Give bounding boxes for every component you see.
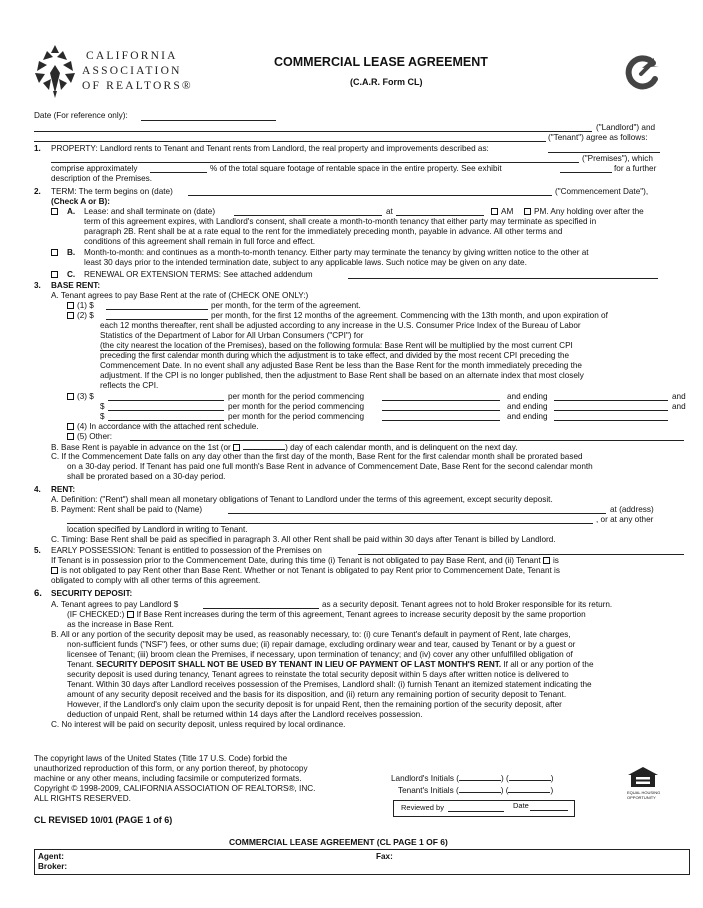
rent-option-5[interactable]: (5) Other: bbox=[67, 432, 112, 442]
early-possession-1: EARLY POSSESSION: Tenant is entitled to possession of the Premises on bbox=[51, 546, 322, 555]
option-b-letter: B. bbox=[67, 248, 76, 257]
landlord-suffix: ("Landlord") and bbox=[596, 123, 656, 132]
rent-option-3[interactable]: (3) $ bbox=[67, 392, 94, 402]
section-2-number: 2. bbox=[34, 187, 41, 196]
org-name-line2: ASSOCIATION bbox=[82, 65, 182, 77]
base-rent-c-2: on a 30-day period. If Tenant has paid one full month's Base Rent in advance of Commencement Date, Base Rent for the second calendar month bbox=[67, 462, 593, 471]
agent-label: Agent: bbox=[38, 852, 64, 861]
base-rent-a: A. Tenant agrees to pay Base Rent at the rate of (CHECK ONE ONLY:) bbox=[51, 291, 309, 300]
deposit-b-3: licensee of Tenant; (iii) broom clean the Premises, if necessary, upon termination of tenancy; and (iv) cover any other unfulfilled obligation of bbox=[67, 650, 573, 659]
rent-2-line7: adjustment. If the CPI is no longer published, then the adjustment to Base Rent shall be based on an alternate index that most closely bbox=[100, 371, 584, 380]
date-label: Date (For reference only): bbox=[34, 111, 128, 120]
section-6-number: 6. bbox=[34, 588, 42, 599]
checkbox-tenant-not-obligated[interactable] bbox=[51, 567, 58, 574]
tenant-initials: Tenant's Initials ( ) ( ) bbox=[398, 786, 554, 795]
deposit-amount-field[interactable] bbox=[203, 608, 319, 609]
security-deposit-heading: SECURITY DEPOSIT: bbox=[51, 589, 133, 598]
fax-label: Fax: bbox=[376, 852, 393, 861]
landlord-initial-2[interactable] bbox=[509, 773, 551, 781]
rent-3-amount-1[interactable] bbox=[108, 400, 224, 401]
landlord-field[interactable] bbox=[34, 131, 592, 132]
early-possession-2: If Tenant is in possession prior to the Commencement Date, during this time (i) Tenant is not obligated to pay Base Rent, and (ii) Tenant is bbox=[51, 556, 559, 565]
reviewed-by-field[interactable] bbox=[448, 811, 504, 812]
section-4-number: 4. bbox=[34, 485, 41, 494]
tenant-initial-2[interactable] bbox=[508, 785, 550, 793]
checkbox-lease[interactable] bbox=[51, 208, 58, 215]
rent-2-line2: each 12 months thereafter, rent shall be adjusted according to any increase in the U.S. Consumer Price Index of the Bureau of Labor bbox=[100, 321, 581, 330]
rent-2-line4: (the city nearest the location of the Premises), based on the following formula: Base Rent will be multiplied by the most current CPI bbox=[100, 341, 573, 350]
renewal-text: RENEWAL OR EXTENSION TERMS: See attached addendum bbox=[84, 270, 313, 279]
org-name-line3: OF REALTORS® bbox=[82, 80, 193, 92]
reviewed-date-field[interactable] bbox=[530, 810, 568, 811]
tenant-field[interactable] bbox=[34, 141, 546, 142]
rent-3-amount-3[interactable] bbox=[108, 420, 224, 421]
rent-3-amount-2[interactable] bbox=[108, 410, 224, 411]
deposit-a-1b: as a security deposit. Tenant agrees not to hold Broker responsible for its return. bbox=[322, 600, 613, 609]
rent-3-and-2: and bbox=[672, 402, 686, 411]
rent-payment: B. Payment: Rent shall be paid to (Name) bbox=[51, 505, 203, 514]
rent-3-period-2: per month for the period commencing bbox=[228, 402, 365, 411]
org-name-line1: CALIFORNIA bbox=[86, 50, 178, 62]
deposit-a-3: as the increase in Base Rent. bbox=[67, 620, 174, 629]
rent-option-4[interactable]: (4) In accordance with the attached rent schedule. bbox=[67, 422, 259, 432]
at-label: at bbox=[386, 207, 393, 216]
form-update-icon[interactable] bbox=[623, 54, 661, 92]
property-field-2[interactable] bbox=[51, 162, 579, 163]
reviewed-date-label: Date bbox=[513, 801, 529, 810]
deposit-b-7: amount of any security deposit received and the basis for its disposition, and (ii) return any remaining portion of security deposit to Tenant. bbox=[67, 690, 567, 699]
rent-timing: C. Timing: Base Rent shall be paid as specified in paragraph 3. All other Rent shall be paid within 30 days after Tenant is billed by Landlord. bbox=[51, 535, 556, 544]
deposit-c: C. No interest will be paid on security deposit, unless required by local ordinance. bbox=[51, 720, 346, 729]
payee-address-field[interactable] bbox=[67, 523, 593, 524]
checkbox-rent-day[interactable] bbox=[233, 444, 240, 451]
sq-ft-percent-field[interactable] bbox=[150, 172, 207, 173]
landlord-initial-1[interactable] bbox=[459, 773, 501, 781]
rent-3-end-2[interactable] bbox=[554, 410, 668, 411]
deposit-b-6: Tenant. Within 30 days after Landlord receives possession of the Premises, Landlord shall: (i) furnish Tenant an itemized statement indicating the bbox=[67, 680, 592, 689]
section-1-number: 1. bbox=[34, 144, 41, 153]
exhibit-field[interactable] bbox=[560, 172, 612, 173]
check-a-or-b: (Check A or B): bbox=[51, 197, 110, 206]
copyright-1: The copyright laws of the United States (Title 17 U.S. Code) forbid the bbox=[34, 754, 288, 763]
sq-ft-label: comprise approximately bbox=[51, 164, 138, 173]
early-possession-4: obligated to comply with all other terms of this agreement. bbox=[51, 576, 261, 585]
checkbox-rent-5[interactable] bbox=[67, 433, 74, 440]
copyright-5: ALL RIGHTS RESERVED. bbox=[34, 794, 131, 803]
rent-2-line3: Statistics of the Department of Labor for All Urban Consumers ("CPI") for bbox=[100, 331, 364, 340]
page-title: COMMERCIAL LEASE AGREEMENT bbox=[274, 55, 488, 69]
base-rent-c-1: C. If the Commencement Date falls on any day other than the first day of the month, Base Rent for the first calendar month shall be prorated based bbox=[51, 452, 583, 461]
renewal-field[interactable] bbox=[348, 278, 658, 279]
tenant-initial-1[interactable] bbox=[459, 785, 501, 793]
rent-2-line8: reflects the CPI. bbox=[100, 381, 159, 390]
section-5-number: 5. bbox=[34, 546, 41, 555]
deposit-a-1: A. Tenant agrees to pay Landlord $ bbox=[51, 600, 179, 609]
term-option-b[interactable] bbox=[51, 248, 61, 258]
pm-option[interactable]: PM. Any holding over after the bbox=[524, 207, 644, 217]
broker-label: Broker: bbox=[38, 862, 68, 871]
term-start-field[interactable] bbox=[188, 195, 552, 196]
month-to-month-text-2: least 30 days prior to the intended termination date, subject to any applicable laws. Such notice may be given on any date. bbox=[84, 258, 527, 267]
further-label: for a further bbox=[614, 164, 657, 173]
rent-3-period-1: per month for the period commencing bbox=[228, 392, 365, 401]
deposit-b-4: Tenant. SECURITY DEPOSIT SHALL NOT BE USED BY TENANT IN LIEU OF PAYMENT OF LAST MONTH'S RENT. If all or any portion of the bbox=[67, 660, 594, 669]
rent-3-start-1[interactable] bbox=[382, 400, 500, 401]
checkbox-deposit-increase[interactable] bbox=[127, 611, 134, 618]
payee-name-field[interactable] bbox=[228, 513, 606, 514]
rent-3-period-3: per month for the period commencing bbox=[228, 412, 365, 421]
deposit-b-1: B. All or any portion of the security deposit may be used, as reasonably necessary, to: (i) cure Tenant's default in payment of Rent, late charges, bbox=[51, 630, 571, 639]
rent-1-text: per month, for the term of the agreement. bbox=[211, 301, 361, 310]
form-subtitle: (C.A.R. Form CL) bbox=[350, 77, 423, 87]
lease-end-time-field[interactable] bbox=[396, 215, 484, 216]
term-label: TERM: The term begins on (date) bbox=[51, 187, 173, 196]
rent-3-start-3[interactable] bbox=[382, 420, 500, 421]
rent-2-line6: Commencement Date. In no event shall any adjusted Base Rent be less than the Base Rent for the month immediately preceding the bbox=[100, 361, 582, 370]
reviewed-by-label: Reviewed by bbox=[401, 803, 444, 812]
rent-2-text: per month, for the first 12 months of the agreement. Commencing with the 13th month, and upon expiration of bbox=[211, 311, 608, 320]
rent-3-dollar-2: $ bbox=[100, 402, 105, 411]
option-c-letter: C. bbox=[67, 270, 76, 279]
deposit-a-2: (IF CHECKED:) If Base Rent increases during the term of this agreement, Tenant agrees to increase security deposit by the same proportion bbox=[67, 610, 586, 619]
location-specified: location specified by Landlord in writing to Tenant. bbox=[67, 525, 248, 534]
copyright-4: Copyright © 1998-2009, CALIFORNIA ASSOCIATION OF REALTORS®, INC. bbox=[34, 784, 316, 793]
copyright-2: unauthorized reproduction of this form, or any portion thereof, by photocopy bbox=[34, 764, 308, 773]
am-option[interactable]: AM bbox=[491, 207, 513, 217]
revision-label: CL REVISED 10/01 (PAGE 1 of 6) bbox=[34, 815, 173, 825]
rent-day-field[interactable] bbox=[243, 442, 285, 450]
lease-end-date-field[interactable] bbox=[234, 215, 382, 216]
rent-3-ending-1: and ending bbox=[507, 392, 548, 401]
landlord-initials: Landlord's Initials ( ) ( ) bbox=[391, 774, 554, 783]
checkbox-rent-3[interactable] bbox=[67, 393, 74, 400]
copyright-3: machine or any other means, including facsimile or computerized formats. bbox=[34, 774, 302, 783]
rent-2-line5: preceding the first calendar month during which the adjustment is to take effect, and divided by the most recent CPI preceding the bbox=[100, 351, 570, 360]
rent-heading: RENT: bbox=[51, 485, 76, 494]
base-rent-b: B. Base Rent is payable in advance on the 1st (or ) day of each calendar month, and is delinquent on the next day. bbox=[51, 443, 518, 452]
any-other-label: , or at any other bbox=[596, 515, 654, 524]
lease-text-4: conditions of this agreement shall remain in full force and effect. bbox=[84, 237, 316, 246]
possession-date-field[interactable] bbox=[358, 554, 684, 555]
deposit-b-2: non-sufficient funds ("NSF") fees, or other sums due; (ii) repair damage, excluding ordinary wear and tear, caused by Tenant or by a guest or bbox=[67, 640, 576, 649]
date-field[interactable] bbox=[141, 120, 276, 121]
rent-3-and-1: and bbox=[672, 392, 686, 401]
checkbox-month-to-month[interactable] bbox=[51, 249, 58, 256]
checkbox-renewal[interactable] bbox=[51, 271, 58, 278]
sq-ft-text: % of the total square footage of rentable space in the entire property. See exhibit bbox=[210, 164, 502, 173]
checkbox-rent-2[interactable] bbox=[67, 312, 74, 319]
lease-text-2: term of this agreement expires, with Landlord's consent, shall create a month-to-month tenancy that either party may terminate as specified in bbox=[84, 217, 597, 226]
deposit-b-9: deduction of unpaid Rent, shall be returned within 14 days after the Landlord receives possession. bbox=[67, 710, 423, 719]
rent-3-ending-2: and ending bbox=[507, 402, 548, 411]
rent-3-end-1[interactable] bbox=[554, 400, 668, 401]
rent-definition: A. Definition: ("Rent") shall mean all monetary obligations of Tenant to Landlord under the terms of this agreement, except security deposit. bbox=[51, 495, 553, 504]
deposit-b-5: security deposit is used during tenancy, Tenant agrees to reinstate the total security deposit within 5 days after written notice is delivered to bbox=[67, 670, 569, 679]
address-label: at (address) bbox=[610, 505, 654, 514]
month-to-month-text: Month-to-month: and continues as a month-to-month tenancy. Either party may terminate the tenancy by giving written notice to the other at bbox=[84, 248, 589, 257]
footer-page-title: COMMERCIAL LEASE AGREEMENT (CL PAGE 1 OF 6) bbox=[229, 837, 448, 847]
deposit-b-8: However, if the Landlord's only claim upon the security deposit is for unpaid Rent, then the remaining portion of the security deposit, after bbox=[67, 700, 562, 709]
rent-1-amount-field[interactable] bbox=[106, 309, 208, 310]
premises-suffix: ("Premises"), which bbox=[582, 154, 653, 163]
agent-broker-box bbox=[34, 849, 690, 875]
early-possession-3: is not obligated to pay Rent other than Base Rent. Whether or not Tenant is obligated to pay Rent prior to Commencement Date, Tenant is bbox=[51, 566, 560, 576]
eho-line2: OPPORTUNITY bbox=[627, 795, 656, 800]
checkbox-am[interactable] bbox=[491, 208, 498, 215]
car-logo-icon bbox=[33, 43, 78, 99]
rent-3-dollar-3: $ bbox=[100, 412, 105, 421]
rent-3-end-3[interactable] bbox=[554, 420, 668, 421]
checkbox-pm[interactable] bbox=[524, 208, 531, 215]
rent-other-field[interactable] bbox=[130, 440, 684, 441]
property-field[interactable] bbox=[548, 152, 660, 153]
premises-desc: description of the Premises. bbox=[51, 174, 153, 183]
rent-3-start-2[interactable] bbox=[382, 410, 500, 411]
rent-2-amount-field[interactable] bbox=[106, 319, 208, 320]
lease-text-3: paragraph 2B. Rent shall be at a rate equal to the rent for the immediately preceding month, payable in advance. All other terms and bbox=[84, 227, 563, 236]
equal-housing-icon bbox=[627, 766, 659, 788]
checkbox-rent-4[interactable] bbox=[67, 423, 74, 430]
tenant-suffix: ("Tenant") agree as follows: bbox=[548, 133, 648, 142]
section-1-text: PROPERTY: Landlord rents to Tenant and Tenant rents from Landlord, the real property and improvements described as: bbox=[51, 144, 489, 153]
rent-option-1[interactable]: (1) $ bbox=[67, 301, 94, 311]
base-rent-c-3: shall be prorated based on a 30-day period. bbox=[67, 472, 226, 481]
checkbox-tenant-obligated[interactable] bbox=[543, 557, 550, 564]
base-rent-heading: BASE RENT: bbox=[51, 281, 101, 290]
term-option-c[interactable] bbox=[51, 270, 61, 280]
commencement-label: ("Commencement Date"), bbox=[555, 187, 649, 196]
rent-3-ending-3: and ending bbox=[507, 412, 548, 421]
option-a-letter: A. bbox=[67, 207, 76, 216]
term-option-a[interactable] bbox=[51, 207, 61, 217]
eho-line1: EQUAL HOUSING bbox=[627, 790, 661, 795]
rent-option-2[interactable]: (2) $ bbox=[67, 311, 94, 321]
lease-text: Lease: and shall terminate on (date) bbox=[84, 207, 216, 216]
checkbox-rent-1[interactable] bbox=[67, 302, 74, 309]
section-3-number: 3. bbox=[34, 281, 41, 290]
